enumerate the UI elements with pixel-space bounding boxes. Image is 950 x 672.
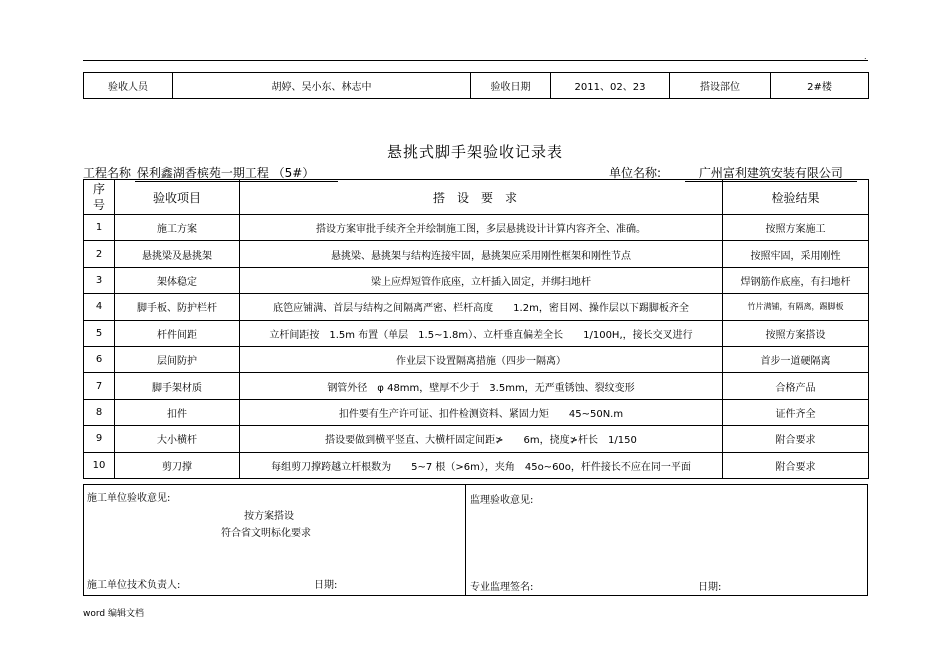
personnel-value: 胡婷、吴小东、林志中	[173, 73, 471, 99]
row-item: 杆件间距	[115, 320, 240, 346]
row-seq: 3	[84, 267, 115, 293]
row-result: 按照方案施工	[723, 215, 869, 241]
row-item: 大小横杆	[115, 426, 240, 452]
seq-header	[84, 180, 115, 215]
row-seq: 8	[84, 399, 115, 425]
row-result: 焊钢筋作底座，有扫地杆	[723, 267, 869, 293]
project-label: 工程名称	[83, 166, 132, 180]
contractor-signature-label: 施工单位技术负责人:	[87, 580, 181, 591]
row-item: 架体稳定	[115, 267, 240, 293]
seq-header-line1: 序	[92, 182, 105, 196]
row-result: 首步一道硬隔离	[723, 346, 869, 372]
row-seq: 1	[84, 215, 115, 241]
row-requirement: 梁上应焊短管作底座，立杆插入固定，并绑扫地杆	[240, 267, 723, 293]
row-seq: 4	[84, 294, 115, 320]
row-requirement: 立杆间距按 1.5m 布置（单层 1.5~1.8m）、立杆垂直偏差全长 1/100H,，接长交叉进行	[240, 320, 723, 346]
row-seq: 6	[84, 346, 115, 372]
table-row	[84, 294, 869, 320]
requirement-header: 搭设要求	[240, 180, 723, 215]
table-row	[84, 373, 869, 399]
row-result: 按照牢固，采用刚性	[723, 241, 869, 267]
row-item: 脚手板、防护栏杆	[115, 294, 240, 320]
supervisor-date-label: 日期:	[698, 582, 722, 593]
row-result: 附合要求	[723, 426, 869, 452]
footer-note: word 编辑文档	[83, 609, 144, 619]
row-requirement: 每组剪刀撑跨越立杆根数为 5~7 根（>6m），夹角 45o~60o，杆件接长不应在同一平面	[240, 452, 723, 478]
table-row	[84, 426, 869, 452]
row-item: 悬挑梁及悬挑架	[115, 241, 240, 267]
row-requirement: 搭设要做到横平竖直、大横杆固定间距≯ 6m，挠度≯杆长 1/150	[240, 426, 723, 452]
row-result: 附合要求	[723, 452, 869, 478]
table-header-row	[84, 180, 869, 215]
supervisor-signature-label: 专业监理签名:	[470, 582, 534, 593]
table-row	[84, 320, 869, 346]
location-value: 2#楼	[771, 73, 869, 99]
unit-value: 广州富利建筑安装有限公司	[685, 164, 857, 182]
contractor-opinion-line1: 按方案搭设	[244, 511, 294, 522]
contractor-date-label: 日期:	[314, 580, 338, 591]
row-result: 合格产品	[723, 373, 869, 399]
header-dot: .	[864, 52, 867, 61]
row-item: 剪刀撑	[115, 452, 240, 478]
date-value: 2011、02、23	[551, 73, 670, 99]
inspection-table	[83, 179, 869, 479]
row-item: 脚手架材质	[115, 373, 240, 399]
row-requirement: 钢管外径 φ 48mm，壁厚不少于 3.5mm，无严重锈蚀、裂纹变形	[240, 373, 723, 399]
supervisor-opinion-label: 监理验收意见:	[470, 495, 534, 506]
table-row	[84, 452, 869, 478]
row-result: 按照方案搭设	[723, 320, 869, 346]
row-requirement: 作业层下设置隔离措施（四步一隔离）	[240, 346, 723, 372]
row-result: 竹片满铺，有隔离，踢脚板	[723, 294, 869, 320]
date-label: 验收日期	[471, 73, 551, 99]
personnel-label: 验收人员	[84, 73, 173, 99]
row-item: 施工方案	[115, 215, 240, 241]
project-value: 保利鑫湖香槟苑一期工程 （5#）	[135, 164, 338, 182]
header-rule	[83, 60, 868, 61]
row-requirement: 搭设方案审批手续齐全并绘制施工图，多层悬挑设计计算内容齐全、准确。	[240, 215, 723, 241]
table-row	[84, 399, 869, 425]
opinions-section	[83, 484, 868, 596]
location-label: 搭设部位	[670, 73, 771, 99]
row-seq: 2	[84, 241, 115, 267]
table-row	[84, 346, 869, 372]
row-requirement: 底笆应铺满、首层与结构之间隔离严密、栏杆高度 1.2m，密目网、操作层以下踢脚板齐全	[240, 294, 723, 320]
table-row	[84, 267, 869, 293]
table-row	[84, 241, 869, 267]
seq-header-line2: 号	[92, 198, 105, 212]
row-seq: 10	[84, 452, 115, 478]
inspection-info-table	[83, 72, 869, 99]
row-requirement: 扣件要有生产许可证、扣件检测资料、紧固力矩 45~50N.m	[240, 399, 723, 425]
row-requirement: 悬挑梁、悬挑架与结构连接牢固，悬挑架应采用刚性框架和刚性节点	[240, 241, 723, 267]
row-item: 扣件	[115, 399, 240, 425]
contractor-opinion-label: 施工单位验收意见:	[87, 493, 171, 504]
row-result: 证件齐全	[723, 399, 869, 425]
table-row	[84, 215, 869, 241]
contractor-opinion-line2: 符合省文明标化要求	[221, 528, 311, 539]
unit-label: 单位名称:	[609, 166, 662, 180]
row-item: 层间防护	[115, 346, 240, 372]
result-header: 检验结果	[723, 180, 869, 215]
form-title: 悬挑式脚手架验收记录表	[386, 143, 563, 161]
item-header: 验收项目	[115, 180, 240, 215]
row-seq: 9	[84, 426, 115, 452]
opinions-divider	[465, 485, 466, 595]
row-seq: 5	[84, 320, 115, 346]
row-seq: 7	[84, 373, 115, 399]
